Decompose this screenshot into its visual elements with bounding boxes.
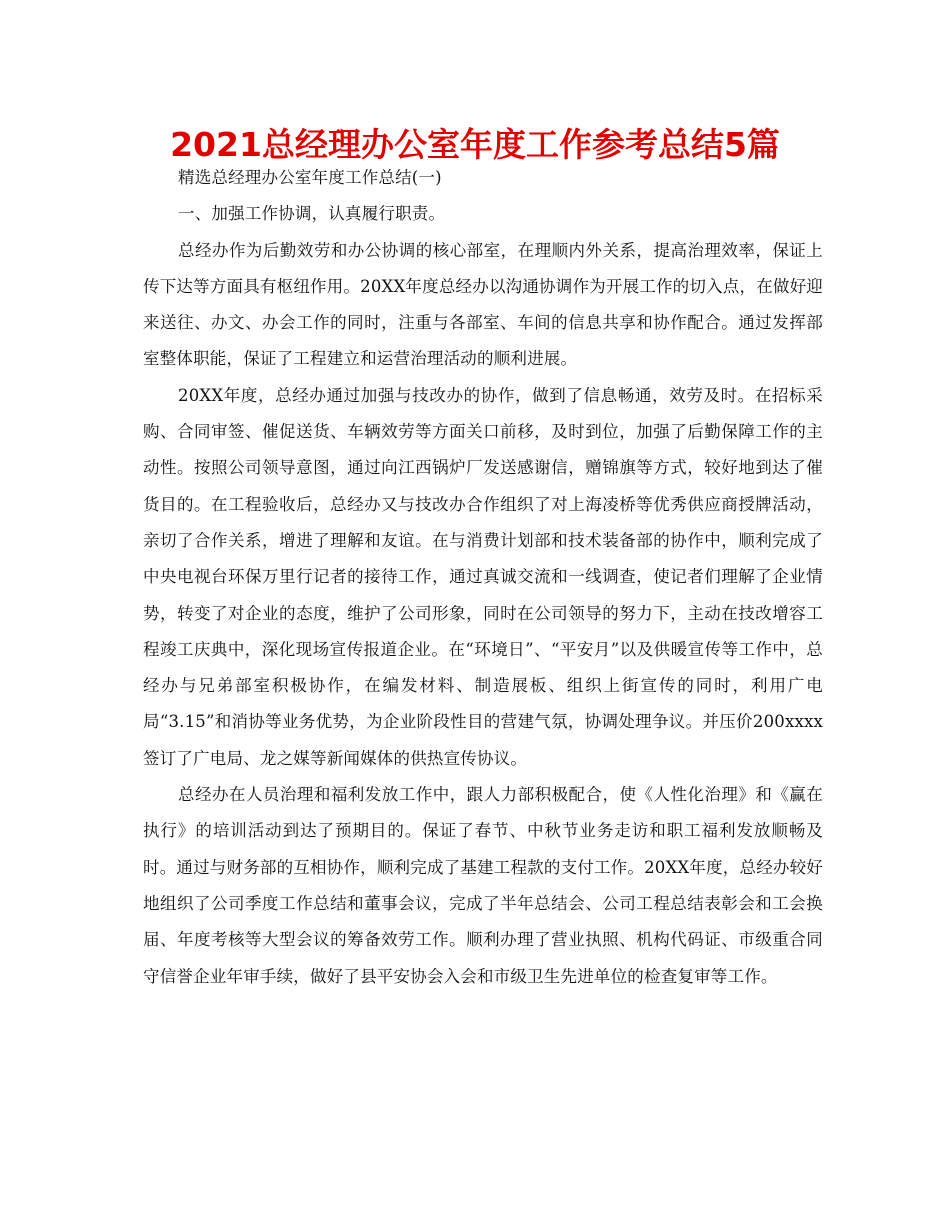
body-paragraph: 20XX年度，总经办通过加强与技改办的协作，做到了信息畅通，效劳及时。在招标采购、合同审签、催促送货、车辆效劳等方面关口前移，及时到位，加强了后勤保障工作的主动性。按照公司领导意图，通过向江西锅炉厂发送感谢信，赠锦旗等方式，较好地到达了催货目的。在工程验收后，总经办又与技改办合作组织了对上海凌桥等优秀供应商授牌活动，亲切了合作关系，增进了理解和友谊。在与消费计划部和技术装备部的协作中，顺利完成了中央电视台环保万里行记者的接待工作，通过真诚交流和一线调查，使记者们理解了企业情势，转变了对企业的态度，维护了公司形象，同时在公司领导的努力下，主动在技改增容工程竣工庆典中，深化现场宣传报道企业。在“环境日”、“平安月”以及供暖宣传等工作中，总经办与兄弟部室积极协作，在编发材料、制造展板、组织上街宣传的同时，利用广电局“3.15”和消协等业务优势，为企业阶段性目的营建气氛，协调处理争议。并压价200xxxx签订了广电局、龙之媒等新闻媒体的供热宣传协议。 <box>143 385 823 768</box>
subsection-heading: 一、加强工作协调，认真履行职责。 <box>178 204 446 224</box>
body-paragraph: 总经办在人员治理和福利发放工作中，跟人力部积极配合，使《人性化治理》和《赢在执行》的培训活动到达了预期目的。保证了春节、中秋节业务走访和职工福利发放顺畅及时。通过与财务部的互相协作，顺利完成了基建工程款的支付工作。20XX年度，总经办较好地组织了公司季度工作总结和董事会议，完成了半年总结会、公司工程总结表彰会和工会换届、年度考核等大型会议的筹备效劳工作。顺利办理了营业执照、机构代码证、市级重合同守信誉企业年审手续，做好了县平安协会入会和市级卫生先进单位的检查复审等工作。 <box>143 785 823 986</box>
body-paragraph: 总经办作为后勤效劳和办公协调的核心部室，在理顺内外关系，提高治理效率，保证上传下达等方面具有枢纽作用。20XX年度总经办以沟通协调作为开展工作的切入点，在做好迎来送往、办文、办会工作的同时，注重与各部室、车间的信息共享和协作配合。通过发挥部室整体职能，保证了工程建立和运营治理活动的顺利进展。 <box>143 240 823 369</box>
section-heading: 精选总经理办公室年度工作总结(一) <box>178 168 442 187</box>
document-title: 2021总经理办公室年度工作参考总结5篇 <box>170 125 780 164</box>
document-body <box>143 160 823 995</box>
